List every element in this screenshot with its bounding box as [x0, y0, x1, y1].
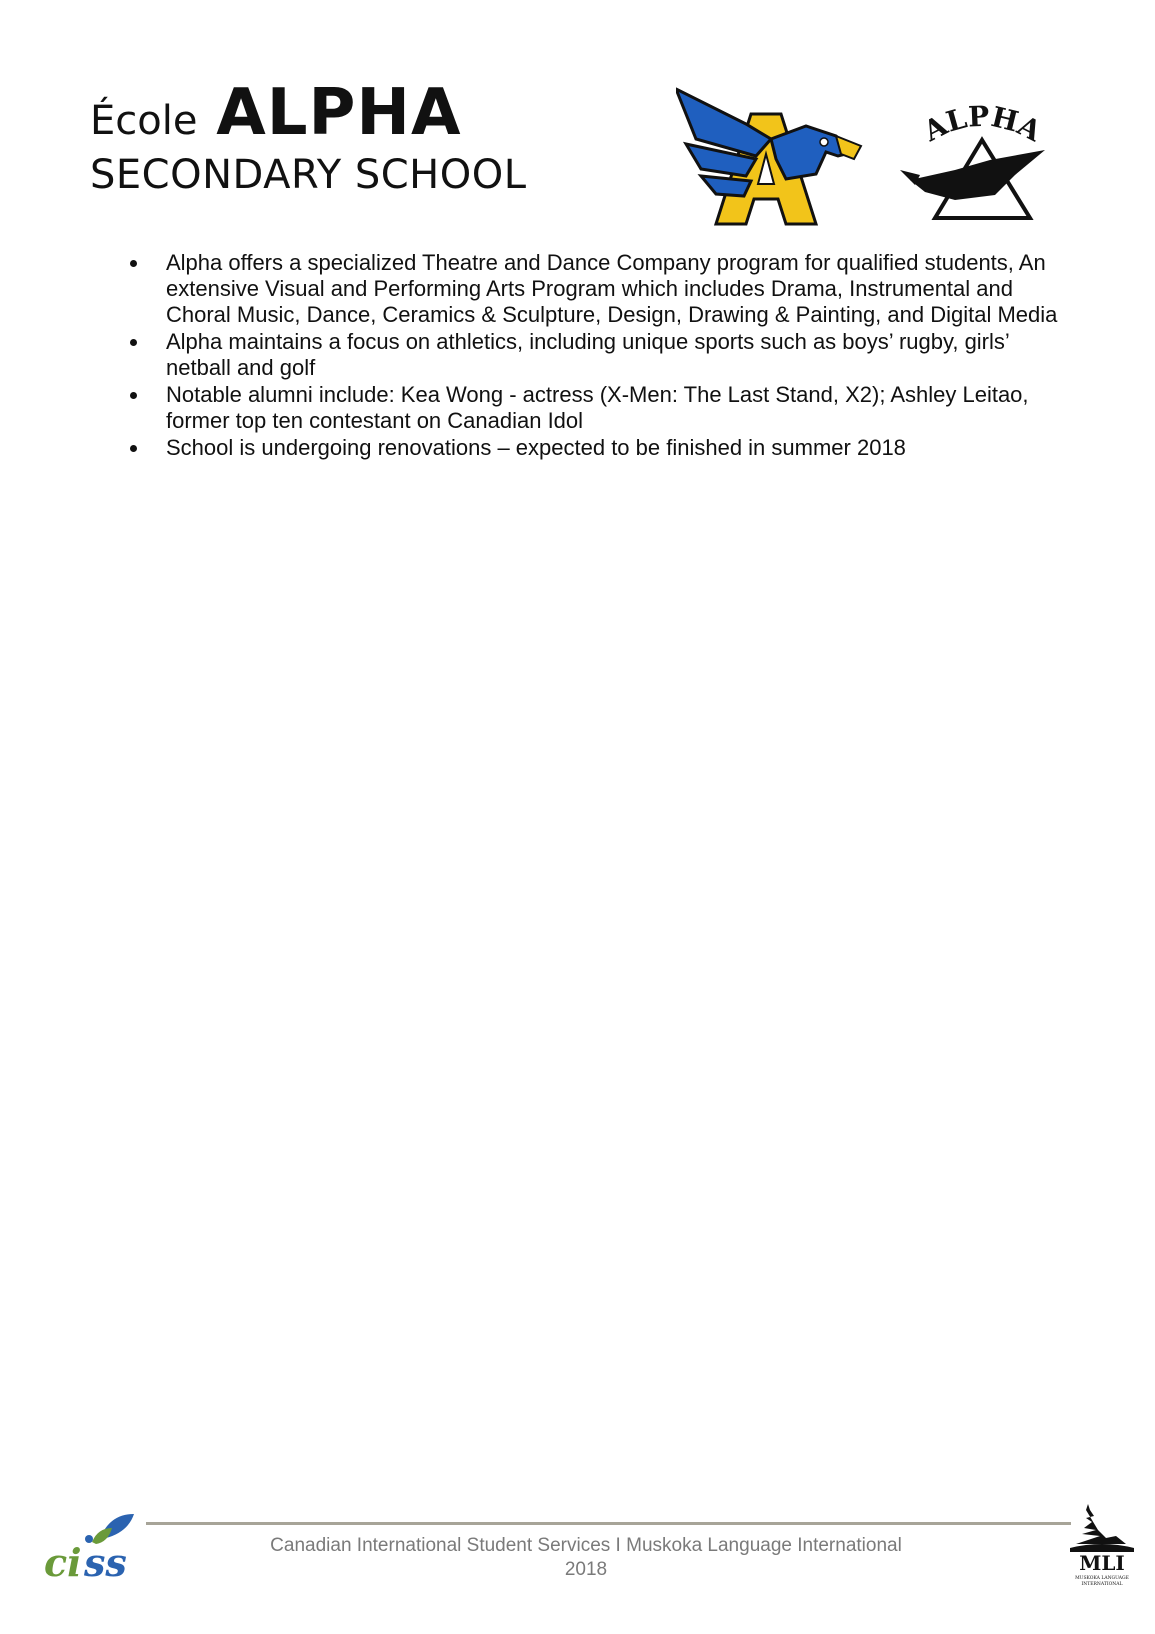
footer-organizations: Canadian International Student Services I Muskoka Language International — [270, 1535, 902, 1556]
page-subtitle: SECONDARY SCHOOL — [90, 152, 527, 199]
bullet-icon — [130, 339, 137, 346]
ciss-logo — [42, 1512, 147, 1582]
bullet-icon — [130, 260, 137, 267]
page-title — [90, 78, 527, 148]
list-item-text: Notable alumni include: Kea Wong - actress (X-Men: The Last Stand, X2); Ashley Leitao, former top ten contestant on Canadian Idol — [166, 382, 1029, 433]
list-item-text: Alpha maintains a focus on athletics, including unique sports such as boys’ rugby, girls’ netball and golf — [166, 329, 1009, 380]
alpha-wordmark-logo — [895, 100, 1070, 225]
svg-text:INTERNATIONAL: INTERNATIONAL — [1081, 1582, 1123, 1587]
footer-text — [146, 1534, 1026, 1582]
eagle-a-logo — [676, 84, 866, 234]
footer-year: 2018 — [564, 1559, 608, 1580]
footer-divider — [146, 1522, 1071, 1525]
list-item-text: School is undergoing renovations – expected to be finished in summer 2018 — [166, 435, 906, 460]
bullet-icon — [130, 392, 137, 399]
list-item-text: Alpha offers a specialized Theatre and Dance Company program for qualified students, An extensive Visual and Performing Arts Program which includes Drama, Instrumental and Choral Music, Dance, Ceramics & Sculpture, Design, Drawing & Painting, and Digital Media — [166, 250, 1058, 327]
bullet-icon — [130, 445, 137, 452]
list-item — [130, 435, 1070, 461]
list-item — [130, 329, 1070, 381]
title-main: ALPHA — [216, 76, 462, 150]
svg-text:ALPHA: ALPHA — [918, 100, 1047, 149]
school-highlights-list — [130, 250, 1070, 462]
svg-text:ci: ci — [44, 1540, 82, 1582]
mli-logo — [1066, 1500, 1138, 1588]
svg-text:MLI: MLI — [1079, 1551, 1125, 1575]
list-item — [130, 250, 1070, 328]
title-prefix: École — [90, 98, 198, 144]
list-item — [130, 382, 1070, 434]
page-title-block — [90, 78, 527, 198]
svg-text:ss: ss — [84, 1540, 127, 1582]
svg-text:MUSKOKA LANGUAGE: MUSKOKA LANGUAGE — [1075, 1576, 1129, 1581]
